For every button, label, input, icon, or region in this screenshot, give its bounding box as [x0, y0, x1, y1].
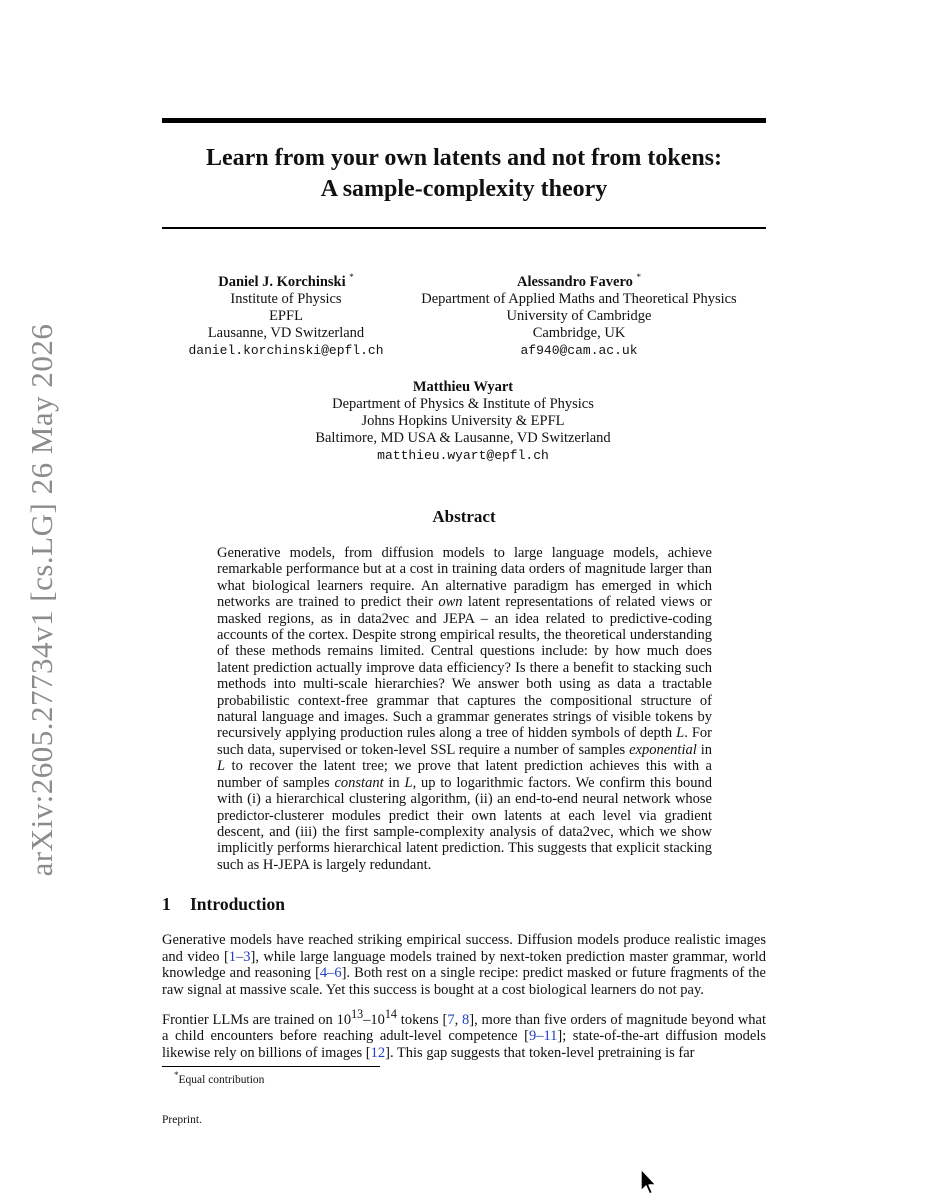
author-name: Alessandro Favero * [517, 272, 641, 290]
introduction-paragraph-1: Generative models have reached striking empirical success. Diffusion models produce realistic images and video [1–3], while large language models trained by next-token prediction master grammar, world knowledge and reasoning [4–6]. Both rest on a single recipe: predict masked or future fragments of the raw signal at massive scale. Yet this success is bought at a cost biological learners do not pay. [162, 932, 766, 998]
author-affiliation: Lausanne, VD Switzerland [207, 324, 365, 341]
title-top-rule [162, 118, 766, 123]
citation-link[interactable]: 12 [370, 1045, 386, 1062]
author-block-favero [406, 269, 752, 359]
footnote-mark: * [174, 1070, 179, 1080]
title-line-1: Learn from your own latents and not from tokens: [205, 145, 722, 171]
paper-title [162, 143, 766, 205]
citation-link[interactable]: 9–11 [528, 1028, 558, 1045]
equal-contribution-mark: * [636, 272, 641, 282]
title-bottom-rule [162, 227, 766, 229]
author-email: matthieu.wyart@epfl.ch [377, 448, 549, 463]
author-affiliation: Johns Hopkins University & EPFL [361, 413, 565, 429]
preprint-label: Preprint. [162, 1114, 202, 1126]
author-name: Matthieu Wyart [412, 379, 514, 395]
author-name: Daniel J. Korchinski * [218, 272, 354, 290]
author-email: daniel.korchinski@epfl.ch [188, 342, 384, 358]
citation-link[interactable]: 1–3 [228, 948, 251, 965]
mouse-pointer-icon [640, 1168, 657, 1196]
citation-link[interactable]: 4–6 [319, 965, 342, 982]
author-affiliation: Department of Physics & Institute of Physics [332, 396, 594, 412]
section-heading-introduction [162, 894, 766, 915]
author-affiliation: Department of Applied Maths and Theoretical Physics [421, 290, 737, 307]
footnote-text: Equal contribution [178, 1073, 265, 1086]
author-affiliation: Institute of Physics [230, 290, 342, 307]
author-affiliation: Baltimore, MD USA & Lausanne, VD Switzerland [315, 430, 611, 446]
author-affiliation: Cambridge, UK [532, 324, 626, 341]
author-block-korchinski [170, 269, 402, 359]
abstract-heading: Abstract [432, 507, 496, 526]
section-title: Introduction [190, 894, 285, 914]
math-L: L [217, 758, 226, 775]
math-L: L [404, 774, 413, 791]
abstract-body: Generative models, from diffusion models to large language models, achieve remarkable performance but at a cost in training data orders of magnitude larger than what biological learners require. An alternative paradigm has emerged in which networks are trained to predict their own latent representations of related views or masked regions, as in data2vec and JEPA – an idea related to predictive-coding accounts of the cortex. Despite strong empirical results, the theoretical understanding of these methods remains limited. Central questions include: by how much does latent prediction actually improve data efficiency? Is there a benefit to stacking such methods into multi-scale hierarchies? We answer both using as data a tractable probabilistic context-free grammar that captures the compositional structure of natural language and images. Such a grammar generates strings of visible tokens by recursively applying production rules along a tree of hidden symbols of depth L. For such data, supervised or token-level SSL require a number of samples exponential in L to recover the latent tree; we prove that latent prediction achieves this with a number of samples constant in L, up to logarithmic factors. We confirm this bound with (i) a hierarchical clustering algorithm, (ii) an end-to-end neural network whose predictor-clusterer modules predict their own latents at each level via gradient descent, and (iii) the first sample-complexity analysis of data2vec, which we show implicitly performs hierarchical latent prediction. This suggests that explicit stacking such as H-JEPA is largely redundant. [217, 545, 713, 873]
author-affiliation: University of Cambridge [506, 307, 652, 324]
author-affiliation: EPFL [269, 307, 303, 324]
section-number: 1 [162, 894, 171, 914]
math-L: L [676, 725, 685, 742]
introduction-paragraph-2: Frontier LLMs are trained on $10^{13}-10^{14}$ tokens [7, 8], more than five orders of magnitude beyond what a child encounters before reaching adult-level competence [9–11]; state-of-the-art diffusion models likewise rely on billions of images [12]. This gap suggests that token-level pretraining is far [162, 1007, 767, 1062]
citation-link[interactable]: 7 [447, 1011, 455, 1028]
footnote-rule [162, 1066, 380, 1067]
footnote [174, 1070, 264, 1086]
arxiv-stamp: arXiv:2605.27734v1 [cs.LG] 26 May 2026 [24, 323, 59, 877]
author-email: af940@cam.ac.uk [520, 342, 638, 358]
equal-contribution-mark: * [349, 272, 354, 282]
title-line-2: A sample-complexity theory [320, 176, 608, 202]
author-block-wyart [290, 379, 636, 464]
citation-link[interactable]: 8 [462, 1011, 470, 1028]
